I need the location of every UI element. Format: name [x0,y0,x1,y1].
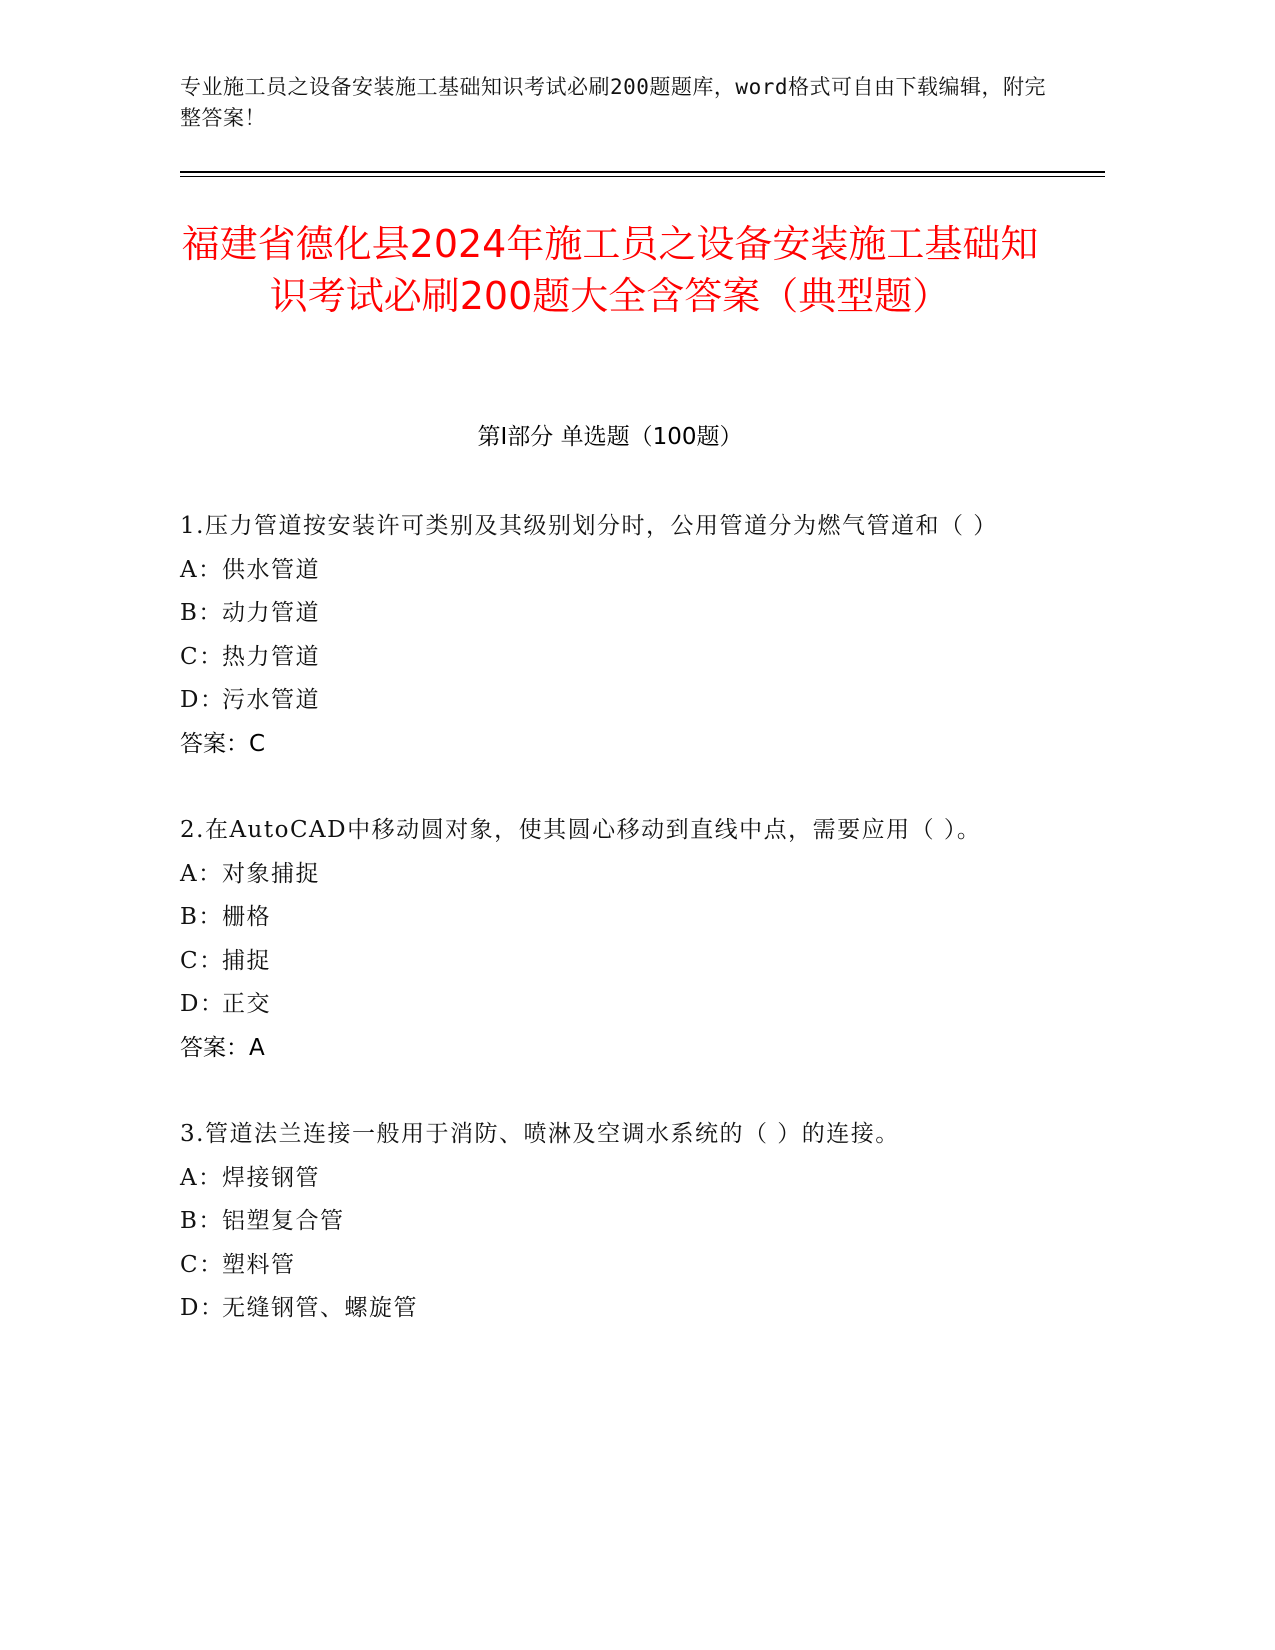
option-a [180,549,1040,593]
option-d [180,1287,1040,1331]
option-text: 无缝钢管、螺旋管 [222,1295,418,1321]
option-d [180,679,1040,723]
option-key: C： [180,947,224,974]
question-3 [180,1113,1040,1331]
option-key: C： [180,1251,224,1278]
option-text: 塑料管 [222,1251,296,1278]
header-note: 专业施工员之设备安装施工基础知识考试必刷200题题库，word格式可自由下载编辑，附完整答案！ [180,75,1046,130]
question-1 [180,505,1040,766]
option-key: A： [180,556,223,583]
option-c [180,636,1040,680]
question-2 [180,809,1040,1070]
option-key: B： [180,904,223,930]
answer-line: 答案：A [180,1034,265,1061]
option-key: B： [180,1208,223,1234]
option-text: 污水管道 [222,687,320,713]
document-title: 福建省德化县2024年施工员之设备安装施工基础知识考试必刷200题大全含答案（典型题） [181,222,1039,318]
option-a [180,853,1040,897]
option-text: 栅格 [222,904,271,930]
option-a [180,1157,1040,1201]
option-b [180,896,1040,940]
option-key: C： [180,643,224,670]
option-text: 对象捕捉 [222,860,320,887]
option-c [180,1244,1040,1288]
question-list [180,505,1040,1374]
option-key: D： [180,991,225,1017]
option-key: D： [180,687,225,713]
option-text: 正交 [222,991,271,1017]
option-key: A： [180,860,223,887]
option-text: 焊接钢管 [222,1164,320,1191]
header-divider-thick [180,171,1105,173]
section-heading: 第Ⅰ部分 单选题（100题） [477,424,743,450]
option-c [180,940,1040,984]
header-divider-thin [180,176,1105,177]
option-key: A： [180,1164,223,1191]
option-b [180,592,1040,636]
question-stem: 3.管道法兰连接一般用于消防、喷淋及空调水系统的（ ）的连接。 [180,1121,900,1147]
option-text: 动力管道 [222,600,320,626]
option-key: B： [180,600,223,626]
option-text: 铝塑复合管 [222,1208,345,1234]
option-text: 捕捉 [222,947,271,974]
question-stem: 1.压力管道按安装许可类别及其级别划分时，公用管道分为燃气管道和（ ） [180,513,998,539]
option-key: D： [180,1295,225,1321]
option-text: 热力管道 [222,643,320,670]
question-stem: 2.在AutoCAD中移动圆对象，使其圆心移动到直线中点，需要应用（ ）。 [180,817,982,843]
option-text: 供水管道 [222,556,320,583]
option-d [180,983,1040,1027]
option-b [180,1200,1040,1244]
answer-line: 答案：C [180,730,266,757]
